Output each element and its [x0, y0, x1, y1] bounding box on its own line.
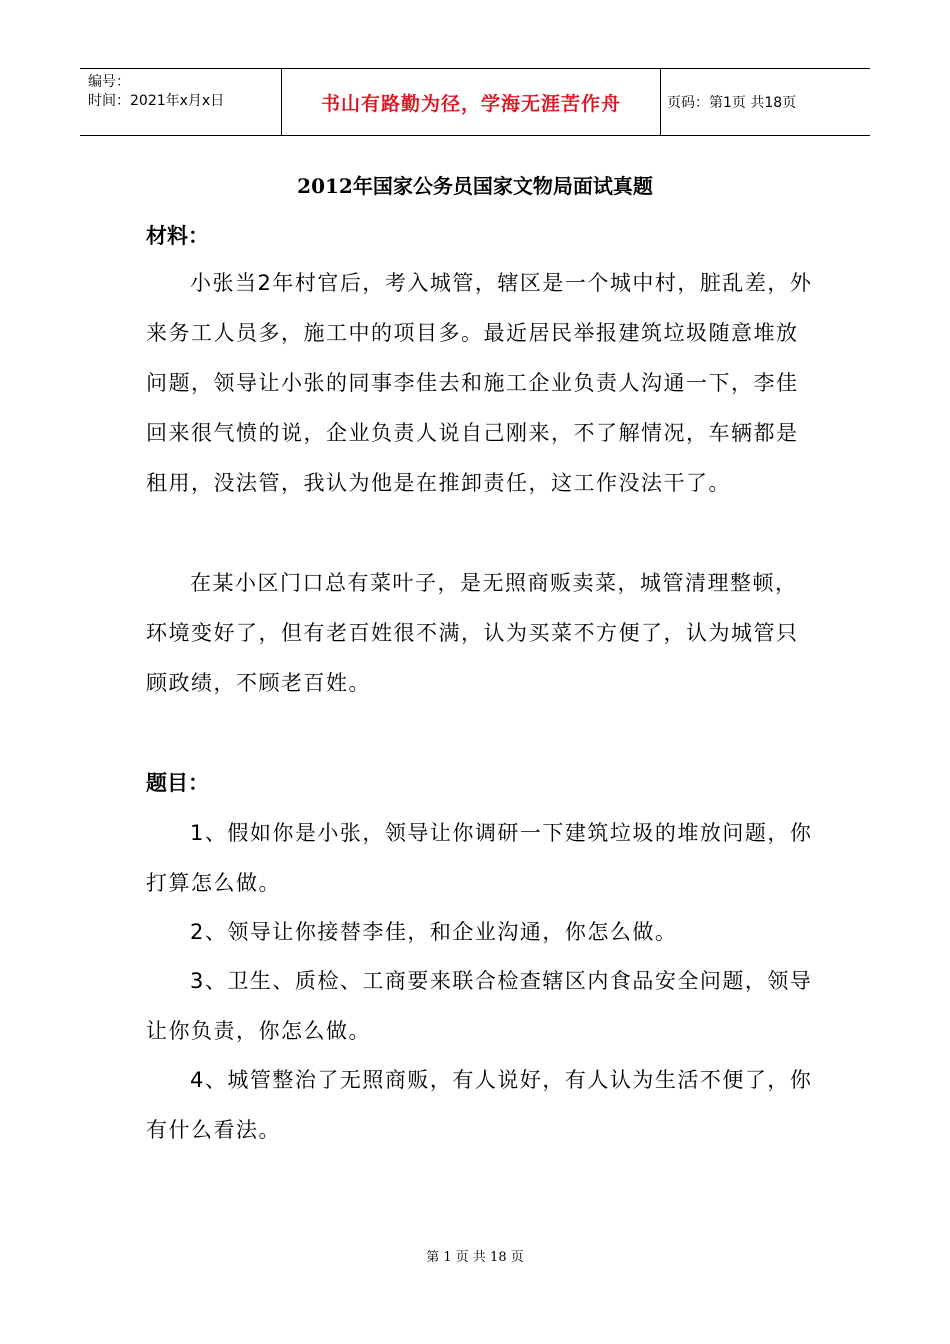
number-label: 编号： — [88, 74, 130, 90]
question-3: 3、卫生、质检、工商要来联合检查辖区内食品安全问题，领导让你负责，你怎么做。 — [146, 969, 813, 1043]
page-footer: 第 1 页 共 18 页 — [426, 1250, 524, 1265]
questions-label: 题目： — [146, 771, 209, 795]
header-page-code: 页码：第1页 共18页 — [667, 95, 797, 111]
time-label: 时间：2021年x月x日 — [88, 93, 225, 109]
header-meta — [88, 73, 224, 111]
material-label: 材料： — [146, 224, 209, 248]
header-divider-left — [281, 69, 282, 135]
header-motto: 书山有路勤为径，学海无涯苦作舟 — [320, 92, 621, 115]
question-1: 1、假如你是小张，领导让你调研一下建筑垃圾的堆放问题，你打算怎么做。 — [146, 821, 813, 895]
question-4: 4、城管整治了无照商贩，有人说好，有人认为生活不便了，你有什么看法。 — [146, 1068, 813, 1142]
material-paragraph-2: 在某小区门口总有菜叶子，是无照商贩卖菜，城管清理整顿，环境变好了，但有老百姓很不满，认为买菜不方便了，认为城管只顾政绩，不顾老百姓。 — [146, 571, 799, 695]
question-2: 2、领导让你接替李佳，和企业沟通，你怎么做。 — [190, 920, 678, 944]
header-divider-right — [660, 69, 661, 135]
document-title: 2012年国家公务员国家文物局面试真题 — [297, 174, 653, 198]
page-header — [80, 68, 870, 136]
material-paragraph-1: 小张当2年村官后，考入城管，辖区是一个城中村，脏乱差，外来务工人员多，施工中的项目多。最近居民举报建筑垃圾随意堆放问题，领导让小张的同事李佳去和施工企业负责人沟通一下，李佳回来很气愤的说，企业负责人说自己刚来，不了解情况，车辆都是租用，没法管，我认为他是在推卸责任，这工作没法干了。 — [146, 271, 813, 495]
